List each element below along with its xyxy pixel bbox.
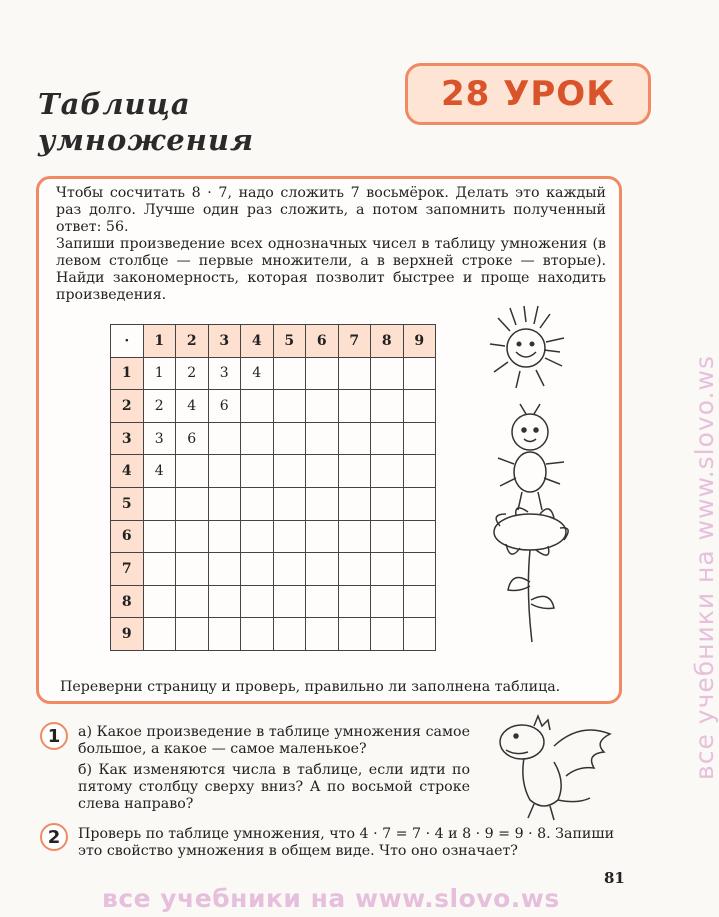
- table-row: [111, 390, 436, 423]
- table-cell[interactable]: [403, 553, 436, 586]
- table-cell[interactable]: [143, 487, 176, 520]
- table-cell[interactable]: [338, 520, 371, 553]
- table-cell[interactable]: [338, 390, 371, 423]
- bug-on-flower-illustration: [486, 402, 576, 648]
- task-1-part-a: а) Какое произведение в таблице умножения самое большое, а какое — самое маленькое?: [78, 724, 470, 757]
- title-line-1: Таблица: [38, 87, 191, 121]
- table-row: [111, 585, 436, 618]
- table-cell[interactable]: [208, 553, 241, 586]
- watermark-side: все учебники на www.slovo.ws: [690, 355, 719, 780]
- table-cell[interactable]: [403, 422, 436, 455]
- table-cell[interactable]: [143, 520, 176, 553]
- table-cell[interactable]: [208, 585, 241, 618]
- table-cell[interactable]: [176, 553, 209, 586]
- table-cell[interactable]: [273, 487, 306, 520]
- dragon-illustration: [494, 712, 618, 824]
- intro-paragraph-2: Запиши произведение всех однозначных чисел в таблицу умножения (в левом столбце — первые множители, а в верхней строке — вторые). Найди закономерность, которая позволит быстрее и проще находить произведения.: [56, 236, 606, 303]
- table-cell[interactable]: [338, 455, 371, 488]
- table-cell[interactable]: [306, 520, 339, 553]
- table-cell[interactable]: 2: [176, 357, 209, 390]
- table-cell[interactable]: [273, 618, 306, 651]
- task-1-part-b: б) Как изменяются числа в таблице, если идти по пятому столбцу сверху вниз? А по восьмой строке слева направо?: [78, 762, 470, 812]
- table-cell[interactable]: 4: [143, 455, 176, 488]
- table-cell[interactable]: [273, 390, 306, 423]
- sun-illustration: [488, 300, 568, 392]
- table-cell[interactable]: [403, 487, 436, 520]
- table-cell[interactable]: [371, 520, 404, 553]
- table-cell[interactable]: [176, 618, 209, 651]
- table-cell[interactable]: [273, 422, 306, 455]
- task-2-statement: Проверь по таблице умножения, что 4 · 7 = 7 · 4 и 8 · 9 = 9 · 8. Запиши это свойство умножения в общем виде. Что оно означает?: [78, 826, 615, 859]
- table-cell[interactable]: [241, 585, 274, 618]
- column-header: 2: [176, 325, 209, 358]
- table-cell[interactable]: [241, 455, 274, 488]
- task-number-2: 2: [40, 823, 68, 851]
- table-cell[interactable]: 6: [176, 422, 209, 455]
- table-cell[interactable]: [403, 357, 436, 390]
- faded-background-print: [36, 66, 376, 88]
- column-header: 1: [143, 325, 176, 358]
- table-cell[interactable]: [338, 357, 371, 390]
- table-cell[interactable]: [306, 618, 339, 651]
- intro-text: [56, 185, 606, 304]
- row-header: 6: [111, 520, 144, 553]
- table-cell[interactable]: 3: [143, 422, 176, 455]
- table-cell[interactable]: [371, 585, 404, 618]
- table-cell[interactable]: [338, 585, 371, 618]
- verify-instruction: Переверни страницу и проверь, правильно ли заполнена таблица.: [60, 679, 561, 695]
- table-cell[interactable]: [208, 422, 241, 455]
- table-cell[interactable]: [241, 520, 274, 553]
- table-cell[interactable]: [338, 487, 371, 520]
- table-cell[interactable]: [306, 422, 339, 455]
- lesson-badge: 28 УРОК: [405, 63, 651, 125]
- table-cell[interactable]: [371, 357, 404, 390]
- column-header: 9: [403, 325, 436, 358]
- table-cell[interactable]: [241, 553, 274, 586]
- table-cell[interactable]: [273, 357, 306, 390]
- table-cell[interactable]: [176, 455, 209, 488]
- row-header: 9: [111, 618, 144, 651]
- table-cell[interactable]: [371, 553, 404, 586]
- table-cell[interactable]: [371, 487, 404, 520]
- table-cell[interactable]: [306, 390, 339, 423]
- table-row: [111, 422, 436, 455]
- table-cell[interactable]: [143, 618, 176, 651]
- corner-cell: ·: [111, 325, 144, 358]
- watermark-bottom: все учебники на www.slovo.ws: [102, 884, 560, 913]
- column-header: 7: [338, 325, 371, 358]
- table-cell[interactable]: [273, 455, 306, 488]
- table-row: [111, 357, 436, 390]
- row-header: 7: [111, 553, 144, 586]
- table-cell[interactable]: [306, 553, 339, 586]
- table-cell[interactable]: [403, 390, 436, 423]
- table-cell[interactable]: [241, 390, 274, 423]
- table-row: [111, 618, 436, 651]
- row-header: 3: [111, 422, 144, 455]
- table-row: [111, 520, 436, 553]
- task-2-text: [78, 826, 628, 864]
- table-cell[interactable]: [176, 520, 209, 553]
- row-header: 2: [111, 390, 144, 423]
- table-cell[interactable]: 3: [208, 357, 241, 390]
- table-cell[interactable]: [241, 422, 274, 455]
- row-header: 4: [111, 455, 144, 488]
- table-cell[interactable]: [143, 553, 176, 586]
- table-cell[interactable]: [176, 487, 209, 520]
- table-cell[interactable]: 6: [208, 390, 241, 423]
- table-cell[interactable]: [403, 618, 436, 651]
- table-cell[interactable]: [306, 357, 339, 390]
- table-cell[interactable]: 4: [241, 357, 274, 390]
- table-cell[interactable]: [371, 455, 404, 488]
- table-cell[interactable]: [338, 422, 371, 455]
- row-header: 8: [111, 585, 144, 618]
- column-header: 3: [208, 325, 241, 358]
- column-header: 5: [273, 325, 306, 358]
- page-number: 81: [604, 869, 625, 887]
- table-row: [111, 553, 436, 586]
- table-cell[interactable]: [403, 585, 436, 618]
- table-cell[interactable]: [371, 618, 404, 651]
- column-header: 6: [306, 325, 339, 358]
- table-cell[interactable]: [176, 585, 209, 618]
- table-cell[interactable]: [403, 520, 436, 553]
- table-cell[interactable]: [403, 455, 436, 488]
- table-cell[interactable]: [273, 553, 306, 586]
- multiplication-table: [110, 324, 436, 651]
- row-header: 1: [111, 357, 144, 390]
- table-row: [111, 455, 436, 488]
- table-cell[interactable]: [306, 585, 339, 618]
- table-cell[interactable]: [273, 585, 306, 618]
- table-cell[interactable]: 2: [143, 390, 176, 423]
- table-cell[interactable]: 1: [143, 357, 176, 390]
- table-cell[interactable]: [338, 618, 371, 651]
- table-cell[interactable]: [306, 455, 339, 488]
- table-cell[interactable]: [241, 487, 274, 520]
- table-cell[interactable]: [371, 390, 404, 423]
- task-number-1: 1: [40, 722, 68, 750]
- task-1-text: [78, 724, 470, 817]
- table-cell[interactable]: [241, 618, 274, 651]
- table-cell[interactable]: [208, 520, 241, 553]
- table-cell[interactable]: [273, 520, 306, 553]
- table-cell[interactable]: [306, 487, 339, 520]
- table-cell[interactable]: [143, 585, 176, 618]
- column-header: 4: [241, 325, 274, 358]
- table-cell[interactable]: [208, 618, 241, 651]
- column-header: 8: [371, 325, 404, 358]
- title-line-2: умножения: [38, 123, 255, 157]
- table-cell[interactable]: [208, 487, 241, 520]
- row-header: 5: [111, 487, 144, 520]
- table-header-row: [111, 325, 436, 358]
- table-cell[interactable]: [208, 455, 241, 488]
- intro-paragraph-1: Чтобы сосчитать 8 · 7, надо сложить 7 восьмёрок. Делать это каждый раз долго. Лучше один раз сложить, а потом запомнить полученный ответ: 56.: [56, 185, 606, 235]
- table-cell[interactable]: 4: [176, 390, 209, 423]
- table-cell[interactable]: [371, 422, 404, 455]
- page-title: [38, 86, 254, 158]
- table-cell[interactable]: [338, 553, 371, 586]
- table-row: [111, 487, 436, 520]
